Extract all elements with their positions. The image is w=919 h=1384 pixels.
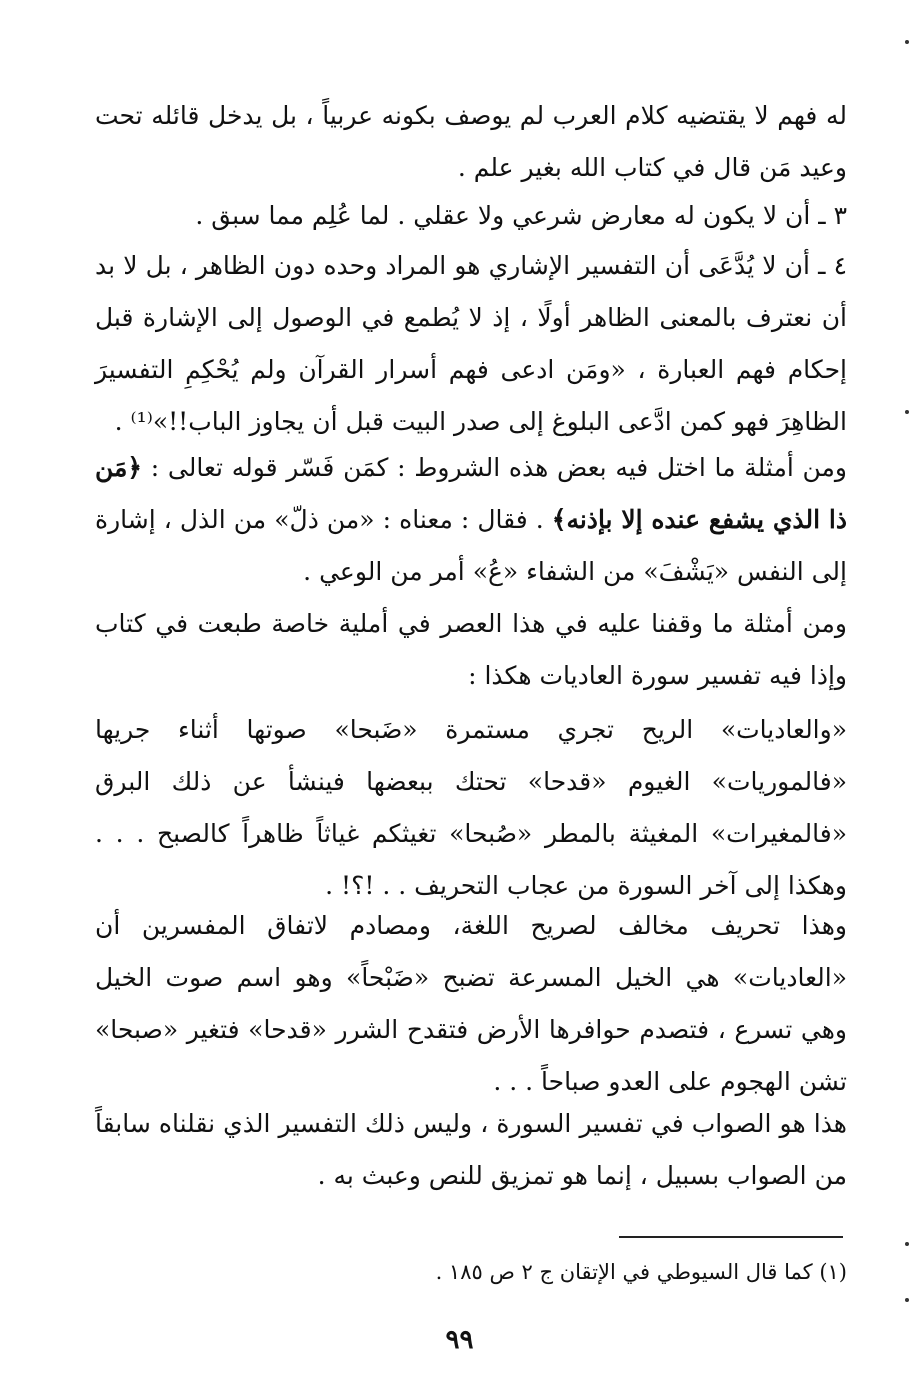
paragraph-1: له فهم لا يقتضيه كلام العرب لم يوصف بكونه عربياً ، بل يدخل قائله تحت وعيد مَن قال في كتاب الله بغير علم . <box>95 101 847 182</box>
scan-speck <box>905 1242 909 1246</box>
paragraph-refutation: وهذا تحريف مخالف لصريح اللغة، ومصادم لاتفاق المفسرين أن «العاديات» هي الخيل المسرعة تضبح «ضَبْحاً» وهو اسم صوت الخيل وهي تسرع ، فتصدم حوافرها الأرض فتقدح الشرر «قدحا» فتغير «صبحا» تشن الهجوم على العدو صباحاً . . . <box>95 911 847 1096</box>
paragraph-example-2: ومن أمثلة ما وقفنا عليه في هذا العصر في أملية خاصة طبعت في كتاب وإذا فيه تفسير سورة العاديات هكذا : <box>95 609 847 690</box>
paragraph-quoted-interpretation: «والعاديات» الريح تجري مستمرة «ضَبحا» صوتها أثناء جريها «فالموريات» الغيوم «قدحا» تحتك ببعضها فينشأ عن ذلك البرق «فالمغيرات» المغيثة بالمطر «صُبحا» تغيثكم غياثاً ظاهراً كالصبح . . . وهكذا إلى آخر السورة من عجاب التحريف . . !؟! . <box>95 715 847 900</box>
paragraph-condition-4: ٤ ـ أن لا يُدَّعَى أن التفسير الإشاري هو المراد وحده دون الظاهر ، بل لا بد أن نعترف بالمعنى الظاهر أولًا ، إذ لا يُطمع في الوصول إلى الإشارة قبل إحكام فهم العبارة ، «ومَن ادعى فهم أسرار القرآن ولم يُحْكِمِ التفسيرَ الظاهِرَ فهو كمن ادَّعى البلوغ إلى صدر البيت قبل أن يجاوز الباب!!»⁽¹⁾ . <box>95 251 847 436</box>
page-number: ٩٩ <box>445 1325 474 1355</box>
example-1-intro: ومن أمثلة ما اختل فيه بعض هذه الشروط : كمَن فَسّر قوله تعالى : <box>142 453 847 482</box>
scan-speck <box>905 1298 909 1302</box>
paragraph-conclusion: هذا هو الصواب في تفسير السورة ، وليس ذلك التفسير الذي نقلناه سابقاً من الصواب بسبيل ، إنما هو تمزيق للنص وعبث به . <box>95 1109 847 1190</box>
paragraph-example-1 <box>95 442 847 598</box>
footnote-divider <box>619 1236 843 1238</box>
example-1-explanation: . فقال : معناه : «من ذلّ» من الذل ، إشارة إلى النفس «يَشْفَ» من الشفاء «عُ» أمر من الوعي . <box>95 505 847 586</box>
quran-verse: ﴿مَن ذا الذي يشفع عنده إلا بإذنه﴾ <box>95 453 847 534</box>
scan-speck <box>905 40 909 44</box>
paragraph-condition-3: ٣ ـ أن لا يكون له معارض شرعي ولا عقلي . لما عُلِم مما سبق . <box>195 201 847 230</box>
scan-speck <box>905 410 909 414</box>
footnote: (١) كما قال السيوطي في الإتقان ج ٢ ص ١٨٥ . <box>435 1260 847 1284</box>
